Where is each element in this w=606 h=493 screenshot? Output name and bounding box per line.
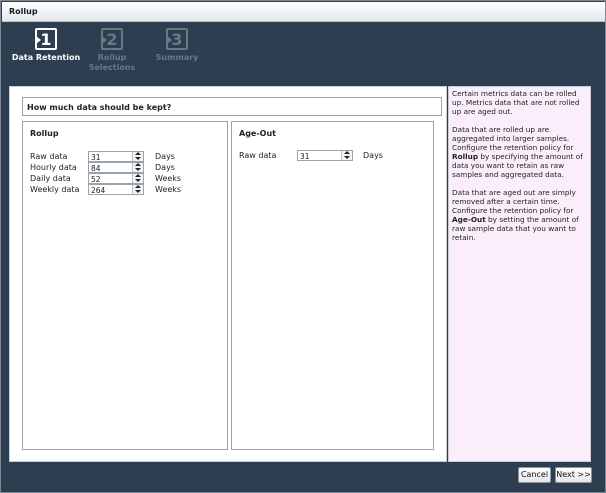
ageout-raw-data-spinner[interactable]: 31 <box>297 150 353 161</box>
rollup-group <box>22 121 228 450</box>
step-label: Data Retention <box>11 53 81 62</box>
spinner-down-icon[interactable] <box>135 179 141 182</box>
title-bar[interactable] <box>2 2 605 22</box>
help-paragraph-1: Certain metrics data can be rolled up. Metrics data that are not rolled up are aged out. <box>452 89 580 116</box>
spinner-up-icon[interactable] <box>135 152 141 155</box>
raw-data-spinner[interactable]: 31 <box>88 151 144 162</box>
content-panel <box>9 86 447 462</box>
row-unit: Days <box>363 151 383 160</box>
spinner-down-icon[interactable] <box>135 168 141 171</box>
row-label: Weekly data <box>30 185 80 194</box>
ageout-row-raw <box>239 150 429 161</box>
help-paragraph-2: Data that are rolled up are aggregated into larger samples. Configure the retention policy for Rollup by specifying the amount of data you want to retain as raw samples and aggregated data. <box>452 125 583 179</box>
rollup-row-daily <box>30 173 220 184</box>
rollup-row-hourly <box>30 162 220 173</box>
wizard-steps <box>1 23 605 85</box>
spinner-down-icon[interactable] <box>135 157 141 160</box>
row-label: Raw data <box>30 152 68 161</box>
row-unit: Days <box>155 152 175 161</box>
question-header <box>22 97 442 116</box>
rollup-title: Rollup <box>30 129 59 138</box>
help-paragraph-3: Data that are aged out are simply removed after a certain time. Configure the retention policy for Age-Out by setting the amount of raw sample data that you want to retain. <box>452 188 579 242</box>
spinner-down-icon[interactable] <box>135 190 141 193</box>
spinner-up-icon[interactable] <box>135 174 141 177</box>
help-panel <box>448 86 591 462</box>
step-label: Summary <box>155 53 199 62</box>
daily-data-spinner[interactable]: 52 <box>88 173 144 184</box>
wizard-step-summary[interactable] <box>137 28 217 63</box>
spinner-up-icon[interactable] <box>135 185 141 188</box>
row-label: Hourly data <box>30 163 77 172</box>
row-label: Raw data <box>239 151 277 160</box>
step-2-icon: 2 <box>101 28 123 50</box>
row-label: Daily data <box>30 174 71 183</box>
spinner-up-icon[interactable] <box>344 151 350 154</box>
row-unit: Weeks <box>155 185 182 194</box>
row-unit: Days <box>155 163 175 172</box>
next-button[interactable]: Next >> <box>555 467 592 483</box>
rollup-row-raw <box>30 151 220 162</box>
step-1-icon: 1 <box>35 28 57 50</box>
weekly-data-spinner[interactable]: 264 <box>88 184 144 195</box>
ageout-title: Age-Out <box>239 129 276 138</box>
row-unit: Weeks <box>155 174 182 183</box>
spinner-down-icon[interactable] <box>344 156 350 159</box>
step-label: Rollup Selections <box>88 53 136 72</box>
cancel-button[interactable]: Cancel <box>518 467 551 483</box>
hourly-data-spinner[interactable]: 84 <box>88 162 144 173</box>
window-title: Rollup <box>9 7 38 16</box>
step-3-icon: 3 <box>166 28 188 50</box>
spinner-up-icon[interactable] <box>135 163 141 166</box>
ageout-group <box>231 121 434 450</box>
question-text: How much data should be kept? <box>27 103 172 112</box>
rollup-row-weekly <box>30 184 220 195</box>
